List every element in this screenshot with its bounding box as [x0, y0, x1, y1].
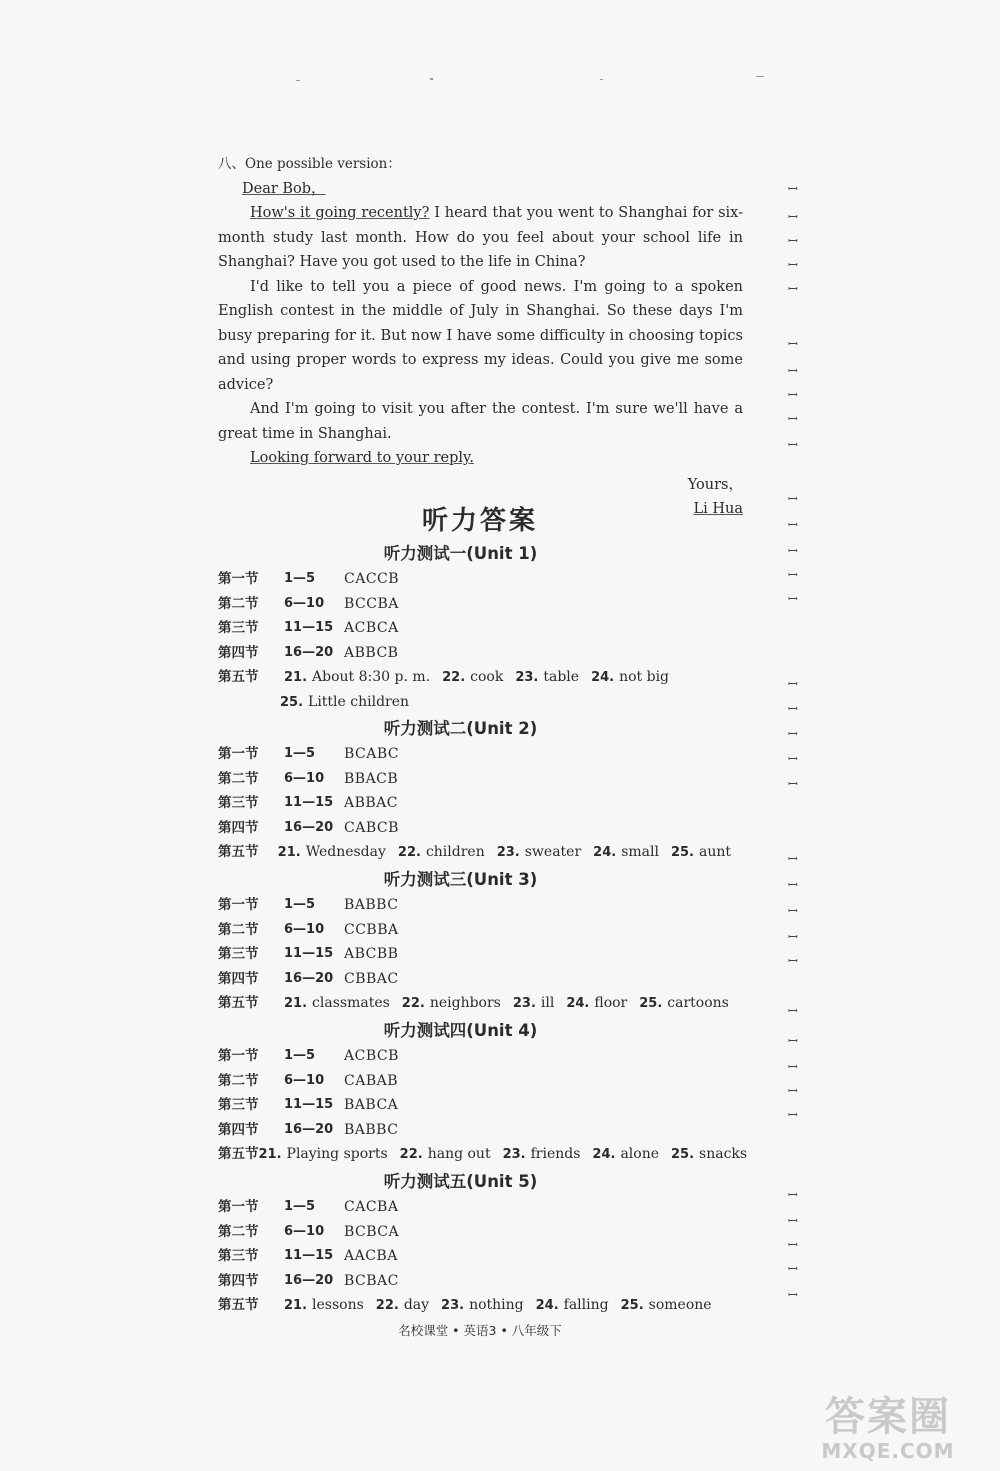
- item-number: 21.: [258, 1147, 282, 1162]
- row-label: 第四节: [218, 819, 259, 836]
- page-footer: 名校课堂 • 英语3 • 八年级下: [398, 1323, 562, 1338]
- fill-item: [566, 991, 627, 1016]
- margin-mark-icon: ꟷ: [788, 1288, 798, 1302]
- fill-item: [442, 665, 503, 690]
- letter-heading: 八、One possible version：: [218, 156, 401, 172]
- row-label: 第二节: [218, 921, 259, 938]
- answer-row: [218, 918, 743, 943]
- row-label: 第五节: [218, 844, 259, 860]
- answer-row: [218, 791, 743, 816]
- fill-row: [218, 665, 743, 690]
- letter-paragraph-1: [218, 201, 743, 275]
- row-range: 11—15: [284, 946, 334, 961]
- scan-speck: [600, 79, 603, 80]
- margin-mark-icon: ꟷ: [788, 1084, 798, 1098]
- paragraph-1-rest: I heard that you went to Shanghai for six-month study last month. How do you feel about your school life in Shanghai? Have you got used to the life in China?: [218, 205, 744, 270]
- item-number: 22.: [442, 670, 466, 685]
- item-answer: small: [621, 844, 659, 860]
- greeting-text: Dear Bob，: [242, 180, 326, 197]
- item-number: 23.: [515, 670, 539, 685]
- row-label: 第四节: [218, 970, 259, 987]
- margin-mark-icon: ꟷ: [788, 930, 798, 944]
- margin-mark-icon: ꟷ: [788, 337, 798, 351]
- row-answers: CABAB: [344, 1072, 399, 1089]
- row-range: 1—5: [284, 1048, 316, 1063]
- item-answer: sweater: [524, 844, 582, 860]
- margin-mark-icon: ꟷ: [788, 852, 798, 866]
- row-range: 16—20: [284, 1272, 334, 1288]
- fill-row: [218, 1293, 743, 1318]
- test-section-3: [218, 867, 743, 1016]
- row-label: 第四节: [218, 1121, 259, 1138]
- margin-mark-icon: ꟷ: [788, 1262, 798, 1276]
- page-title: 听力答案: [421, 506, 538, 536]
- row-label: 第一节: [218, 1199, 259, 1215]
- margin-mark-icon: ꟷ: [788, 364, 798, 378]
- margin-mark-icon: ꟷ: [788, 210, 798, 224]
- item-number: 21.: [284, 670, 308, 685]
- item-number: 23.: [502, 1147, 526, 1162]
- fill-item: [671, 1142, 747, 1167]
- row-range: 16—20: [284, 970, 334, 986]
- sample-letter: [218, 152, 743, 521]
- fill-item: [284, 665, 430, 690]
- test-title: 听力测试二(Unit 2): [383, 719, 538, 738]
- row-range: 16—20: [284, 644, 334, 660]
- row-label: 第二节: [218, 595, 259, 612]
- fill-item: [284, 991, 390, 1016]
- sign-off: Yours，: [687, 476, 743, 493]
- answer-row: [218, 767, 743, 792]
- item-number: 22.: [399, 1147, 423, 1162]
- margin-mark-icon: ꟷ: [788, 1060, 798, 1074]
- fill-item: [593, 840, 659, 865]
- row-label: 第一节: [218, 1048, 259, 1064]
- fill-item: [536, 1293, 609, 1318]
- item-number: 21.: [284, 996, 308, 1011]
- item-answer: friends: [530, 1146, 581, 1162]
- answer-row: [218, 1093, 743, 1118]
- letter-closing: [218, 446, 743, 471]
- fill-item: [497, 840, 581, 865]
- fill-row: [218, 840, 743, 865]
- row-answers: CCBBA: [344, 921, 399, 938]
- row-label: 第一节: [218, 897, 259, 913]
- margin-mark-icon: ꟷ: [788, 677, 798, 691]
- margin-mark-icon: ꟷ: [788, 752, 798, 766]
- closing-text: Looking forward to your reply.: [250, 450, 474, 466]
- row-label: 第三节: [218, 1097, 259, 1113]
- margin-mark-icon: ꟷ: [788, 282, 798, 296]
- margin-mark-icon: ꟷ: [788, 1108, 798, 1122]
- fill-row: [218, 1142, 748, 1167]
- item-answer: falling: [563, 1297, 609, 1313]
- fill-item: [591, 665, 669, 690]
- item-number: 25.: [280, 694, 304, 710]
- row-range: 1—5: [284, 746, 316, 761]
- row-answers: ACBCA: [344, 620, 399, 636]
- fill-item: [402, 991, 501, 1016]
- watermark-logo-text: 答案圈: [825, 1394, 951, 1440]
- answer-row: [218, 942, 743, 967]
- row-range: 16—20: [284, 819, 334, 835]
- fill-item: [639, 991, 729, 1016]
- item-number: 21.: [284, 1298, 308, 1313]
- row-label: 第一节: [218, 746, 259, 762]
- margin-mark-icon: ꟷ: [788, 878, 798, 892]
- scan-speck: [756, 76, 764, 77]
- answer-row: [218, 1269, 743, 1294]
- test-title: 听力测试四(Unit 4): [383, 1021, 538, 1040]
- row-range: 1—5: [284, 1199, 316, 1214]
- row-range: 6—10: [284, 1223, 325, 1239]
- watermark-url: MXQE.COM: [821, 1439, 955, 1463]
- fill-item: [621, 1293, 712, 1318]
- fill-item: [503, 1142, 581, 1167]
- margin-mark-icon: ꟷ: [788, 438, 798, 452]
- item-number: 21.: [277, 845, 301, 860]
- answer-row: [218, 641, 743, 666]
- row-label: 第三节: [218, 1248, 259, 1264]
- margin-mark-icon: ꟷ: [788, 492, 798, 506]
- fill-item: [259, 1142, 388, 1167]
- row-answers: BCBAC: [344, 1272, 399, 1289]
- answer-row: [218, 893, 743, 918]
- item-answer: cartoons: [667, 995, 729, 1011]
- item-answer: Playing sports: [286, 1146, 388, 1162]
- item-answer: Little children: [308, 693, 410, 710]
- item-answer: aunt: [698, 844, 731, 860]
- item-answer: alone: [620, 1146, 660, 1162]
- margin-mark-icon: ꟷ: [788, 1004, 798, 1018]
- fill-item: [513, 991, 554, 1016]
- margin-mark-icon: ꟷ: [788, 702, 798, 716]
- item-answer: About 8:30 p. m.: [312, 669, 431, 685]
- row-range: 16—20: [284, 1121, 334, 1137]
- margin-mark-icon: ꟷ: [788, 544, 798, 558]
- item-answer: classmates: [312, 995, 390, 1011]
- item-number: 22.: [375, 1298, 399, 1313]
- fill-item: [284, 1293, 364, 1318]
- margin-mark-icon: ꟷ: [788, 592, 798, 606]
- answer-row: [218, 1244, 743, 1269]
- row-answers: BCCBA: [344, 595, 399, 612]
- test-title: 听力测试三(Unit 3): [383, 870, 538, 889]
- item-answer: cook: [470, 669, 504, 685]
- item-number: 24.: [566, 996, 590, 1011]
- row-range: 6—10: [284, 921, 325, 937]
- margin-mark-icon: ꟷ: [788, 1214, 798, 1228]
- row-label: 第二节: [218, 770, 259, 787]
- row-answers: CBBAC: [344, 970, 399, 987]
- answer-row: [218, 1220, 743, 1245]
- item-answer: ill: [540, 995, 555, 1011]
- fill-item: [278, 840, 386, 865]
- row-label: 第三节: [218, 620, 259, 636]
- item-answer: day: [403, 1297, 430, 1313]
- margin-mark-icon: ꟷ: [788, 412, 798, 426]
- answer-row: [218, 1195, 743, 1220]
- letter-paragraph-2: I'd like to tell you a piece of good news. I'm going to a spoken English contest in the middle of July in Shanghai. So these days I'm busy preparing for it. But now I have some difficulty in choosing topics and using proper words to express my ideas. Could you give me some advice?: [218, 278, 743, 393]
- margin-mark-icon: ꟷ: [788, 182, 798, 196]
- fill-item: [376, 1293, 429, 1318]
- margin-mark-icon: ꟷ: [788, 904, 798, 918]
- row-range: 11—15: [284, 620, 334, 635]
- item-number: 24.: [591, 670, 615, 685]
- row-answers: ABCBB: [344, 946, 399, 962]
- item-number: 25.: [670, 845, 694, 860]
- item-answer: snacks: [699, 1146, 748, 1162]
- fill-item: [671, 840, 731, 865]
- scan-speck: [296, 80, 300, 81]
- row-label: 第五节: [218, 995, 259, 1011]
- item-number: 23.: [512, 996, 536, 1011]
- item-number: 25.: [620, 1298, 644, 1313]
- fill-item: [592, 1142, 659, 1167]
- item-answer: table: [543, 669, 580, 685]
- item-number: 24.: [592, 1147, 616, 1162]
- binding-margin-marks: [788, 180, 802, 1310]
- row-answers: BCBCA: [344, 1223, 400, 1240]
- margin-mark-icon: ꟷ: [788, 954, 798, 968]
- row-label: 第三节: [218, 946, 259, 962]
- test-title: 听力测试一(Unit 1): [383, 544, 538, 563]
- answer-row: [218, 742, 743, 767]
- answer-row: [218, 1044, 743, 1069]
- row-answers: ACBCB: [344, 1048, 399, 1064]
- margin-mark-icon: ꟷ: [788, 777, 798, 791]
- row-label: 第五节: [218, 1297, 259, 1313]
- row-label: 第二节: [218, 1223, 259, 1240]
- letter-greeting: [218, 177, 743, 202]
- row-range: 1—5: [284, 571, 316, 586]
- row-answers: CACBA: [344, 1199, 399, 1215]
- margin-mark-icon: ꟷ: [788, 1188, 798, 1202]
- item-answer: hang out: [427, 1146, 491, 1162]
- row-label: 第三节: [218, 795, 259, 811]
- row-label: 第五节: [218, 1146, 259, 1162]
- underlined-opening: How's it going recently?: [250, 205, 430, 221]
- margin-mark-icon: ꟷ: [788, 234, 798, 248]
- row-range: 1—5: [284, 897, 316, 912]
- item-answer: children: [425, 844, 485, 860]
- row-label: 第四节: [218, 1272, 259, 1289]
- row-answers: BBACB: [344, 770, 399, 787]
- row-label: 第五节: [218, 669, 259, 685]
- fill-row-continued: [218, 690, 743, 715]
- fill-item: [515, 665, 579, 690]
- row-range: 11—15: [284, 1248, 334, 1263]
- item-number: 22.: [401, 996, 425, 1011]
- row-answers: CACCB: [344, 571, 400, 587]
- row-answers: ABBAC: [344, 795, 399, 811]
- margin-mark-icon: ꟷ: [788, 727, 798, 741]
- fill-item: [441, 1293, 524, 1318]
- answer-row: [218, 967, 743, 992]
- test-section-5: [218, 1169, 743, 1318]
- margin-mark-icon: ꟷ: [788, 1238, 798, 1252]
- item-number: 22.: [397, 845, 421, 860]
- answer-row: [218, 1118, 743, 1143]
- item-number: 23.: [496, 845, 520, 860]
- item-answer: neighbors: [429, 995, 501, 1011]
- answer-row: [218, 616, 743, 641]
- item-number: 24.: [535, 1298, 559, 1313]
- scan-speck: [430, 78, 433, 80]
- item-answer: floor: [594, 995, 628, 1011]
- item-number: 23.: [441, 1298, 465, 1313]
- margin-mark-icon: ꟷ: [788, 258, 798, 272]
- item-answer: not big: [619, 669, 670, 685]
- row-range: 6—10: [284, 1072, 325, 1088]
- item-number: 24.: [593, 845, 617, 860]
- row-label: 第一节: [218, 571, 259, 587]
- site-watermark: [788, 1395, 988, 1465]
- row-answers: AACBA: [344, 1248, 398, 1264]
- item-answer: someone: [648, 1297, 712, 1313]
- margin-mark-icon: ꟷ: [788, 518, 798, 532]
- answer-row: [218, 592, 743, 617]
- row-answers: BABCA: [344, 1097, 399, 1113]
- row-answers: BABBC: [344, 897, 399, 913]
- row-answers: BABBC: [344, 1121, 399, 1138]
- item-number: 25.: [639, 996, 663, 1011]
- test-section-4: [218, 1018, 748, 1167]
- fill-item: [398, 840, 485, 865]
- margin-mark-icon: ꟷ: [788, 388, 798, 402]
- answer-row: [218, 816, 743, 841]
- signature-text: Li Hua: [693, 500, 743, 517]
- item-answer: Wednesday: [305, 844, 386, 860]
- answer-row: [218, 1069, 743, 1094]
- letter-paragraph-3: And I'm going to visit you after the contest. I'm sure we'll have a great time in Shanghai.: [218, 401, 743, 442]
- fill-row: [218, 991, 743, 1016]
- item-answer: nothing: [469, 1297, 524, 1313]
- test-section-1: [218, 541, 743, 714]
- row-label: 第四节: [218, 644, 259, 661]
- test-title: 听力测试五(Unit 5): [383, 1172, 538, 1191]
- answer-row: [218, 567, 743, 592]
- row-range: 6—10: [284, 595, 325, 611]
- row-range: 11—15: [284, 795, 334, 810]
- row-answers: CABCB: [344, 819, 399, 836]
- row-answers: BCABC: [344, 746, 400, 762]
- margin-mark-icon: ꟷ: [788, 1034, 798, 1048]
- item-number: 25.: [671, 1147, 695, 1162]
- row-range: 11—15: [284, 1097, 334, 1112]
- margin-mark-icon: ꟷ: [788, 568, 798, 582]
- fill-item: [400, 1142, 491, 1167]
- test-section-2: [218, 716, 743, 865]
- row-range: 6—10: [284, 770, 325, 786]
- row-answers: ABBCB: [344, 644, 399, 661]
- item-answer: lessons: [312, 1297, 364, 1313]
- row-label: 第二节: [218, 1072, 259, 1089]
